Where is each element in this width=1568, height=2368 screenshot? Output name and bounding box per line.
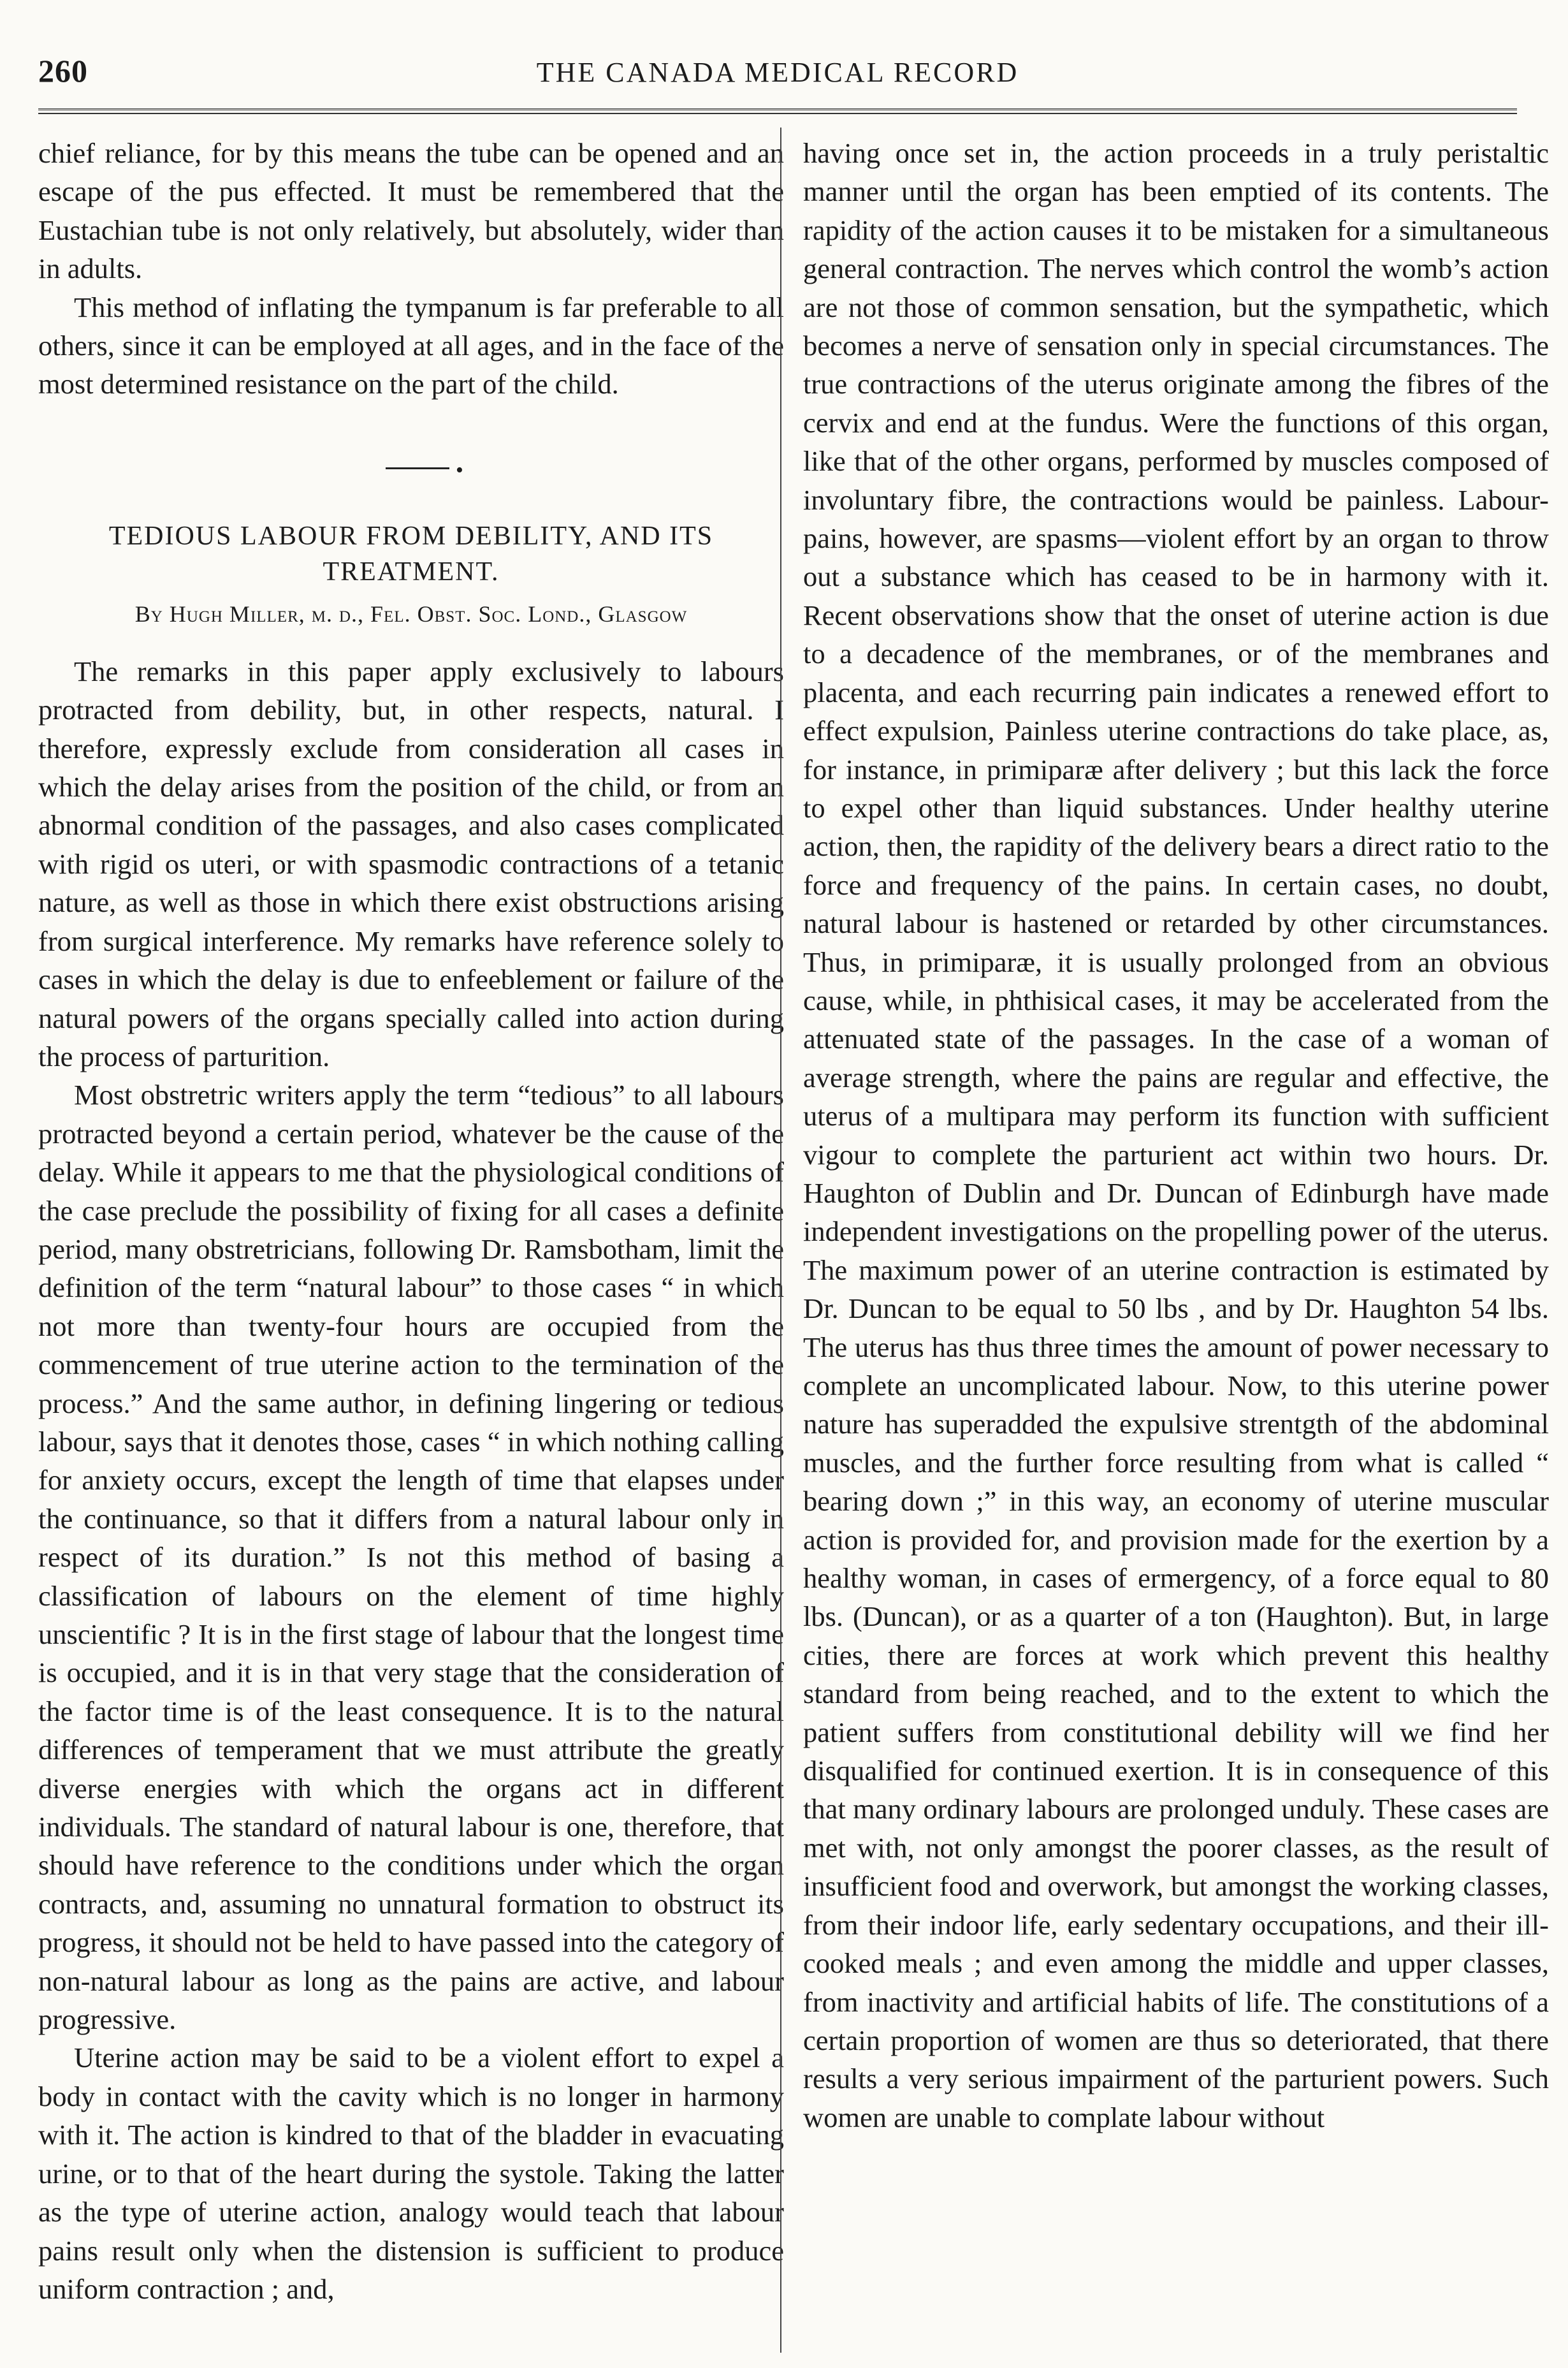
page-number: 260 — [38, 53, 88, 89]
paragraph: Most obstretric writers apply the term “tedious” to all labours protracted beyond a certain period, whatever be the cause of the delay. While it appears to me that the physiological conditions of the case preclude the possibility of fixing for all cases a definite period, many obstretricians, following Dr. Ramsbotham, limit the definition of the term “natural labour” to those cases “ in which not more than twenty-four hours are occupied from the commencement of true uterine action to the termination of the process.” And the same author, in defining lingering or tedious labour, says that it denotes those, cases “ in which nothing calling for anxiety occurs, except the length of time that elapses under the continuance, so that it differs from a natural labour only in respect of its duration.” Is not this method of basing a classification of labours on the element of time highly unscientific ? It is in the first stage of labour that the longest time is occupied, and it is in that very stage that the consideration of the factor time is of the least consequence. It is to the natural differences of temperament that we must attribute the greatly diverse energies with which the organs act in different individuals. The standard of natural labour is one, therefore, that should have reference to the conditions under which the organ contracts, and, assuming no unnatural formation to obstruct its progress, it should not be held to have passed into the category of non-natural labour as long as the pains are active, and labour progressive. — [38, 1079, 784, 2036]
journal-title: THE CANADA MEDICAL RECORD — [536, 57, 1019, 88]
separator-mark: • — [456, 458, 463, 482]
paragraph: The remarks in this paper apply exclusively to labours protracted from debility, but, in other respects, natural. I therefore, expressly exclude from consideration all cases in which the delay arises from the position of the child, or from an abnormal condition of the passages, and also cases complicated with rigid os uteri, or with spasmodic contractions of a tetanic nature, as well as those in which there exist obstructions arising from surgical interference. My remarks have reference solely to cases in which the delay is due to enfeeblement or failure of the natural powers of the organs specially called into action during the process of parturition. — [38, 655, 784, 1072]
running-header — [38, 46, 1517, 103]
left-column — [38, 134, 784, 2308]
separator-rule — [386, 467, 449, 469]
paragraph: Uterine action may be said to be a violent effort to expel a body in contact with the cavity which is no longer in harmony with it. The action is kindred to that of the bladder in evacuating urine, or to that of the heart during the systole. Taking the latter as the type of uterine action, analogy would teach that labour pains result only when the distension is sufficient to produce uniform contraction ; and, — [38, 2042, 784, 2305]
section-separator — [38, 404, 784, 518]
paragraph: having once set in, the action proceeds in a truly peristaltic manner until the organ has been emptied of its contents. The rapidity of the action causes it to be mistaken for a simultaneous general contraction. The nerves which control the womb’s action are not those of common sensation, but the sympathetic, which becomes a nerve of sensation only in special circumstances. The true contractions of the uterus originate among the fibres of the cervix and end at the fundus. Were the functions of this organ, like that of the other organs, performed by muscles composed of involuntary fibre, the contractions would be painless. Labour-pains, however, are spasms—violent effort by an organ to throw out a substance which has ceased to be in harmony with it. Recent observations show that the onset of uterine action is due to a decadence of the membranes, or of the membranes and placenta, and each recurring pain indicates a renewed effort to effect expulsion, Painless uterine contractions do take place, as, for instance, in primiparæ after delivery ; but this lack the force to expel other than liquid substances. Under healthy uterine action, then, the rapidity of the delivery bears a direct ratio to the force and frequency of the pains. In certain cases, no doubt, natural labour is hastened or retarded by other circumstances. Thus, in primiparæ, it is usually prolonged from an obvious cause, while, in phthisical cases, it may be accelerated from the attenuated state of the passages. In the case of a woman of average strength, where the pains are regular and effective, the uterus of a multipara may perform its function with sufficient vigour to complete the parturient act within two hours. Dr. Haughton of Dublin and Dr. Duncan of Edinburgh have made independent investigations on the propelling power of the uterus. The maximum power of an uterine contraction is estimated by Dr. Duncan to be equal to 50 lbs , and by Dr. Haughton 54 lbs. The uterus has thus three times the amount of power necessary to complete an uncomplicated labour. Now, to this uterine power nature has superadded the expulsive strentgth of the abdominal muscles, and the further force resulting from what is called “ bearing down ;” in this way, an economy of uterine muscular action is provided for, and provision made for the exertion by a healthy woman, in cases of ermergency, of a force equal to 80 lbs. (Duncan), or as a quarter of a ton (Haughton). But, in large cities, there are forces at work which prevent this healthy standard from being reached, and to the extent to which the patient suffers from constitutional debility will we find her disqualified for continued exertion. It is in consequence of this that many ordinary labours are prolonged unduly. These cases are met with, not only amongst the poorer classes, as the result of insufficient food and overwork, but amongst the working classes, from their indoor life, early sedentary occupations, and their ill-cooked meals ; and even among the middle and upper classes, from inactivity and artificial habits of life. The constitutions of a certain proportion of women are thus so deteriorated, that there results a very serious impairment of the parturient powers. Such women are unable to complate labour without — [803, 137, 1549, 2133]
header-rule — [38, 108, 1517, 114]
paragraph: This method of inflating the tympanum is far preferable to all others, since it can be employed at all ages, and in the face of the most determined resistance on the part of the child. — [38, 291, 784, 400]
right-column — [803, 134, 1549, 2137]
article-title: TEDIOUS LABOUR FROM DEBILITY, AND ITS TREATMENT. — [108, 521, 714, 587]
column-rule — [780, 128, 781, 2353]
article-byline: By Hugh Miller, m. d., Fel. Obst. Soc. Lond., Glasgow — [134, 601, 688, 627]
paragraph: chief reliance, for by this means the tube can be opened and an escape of the pus effected. It must be remembered that the Eustachian tube is not only relatively, but absolutely, wider than in adults. — [38, 137, 784, 285]
